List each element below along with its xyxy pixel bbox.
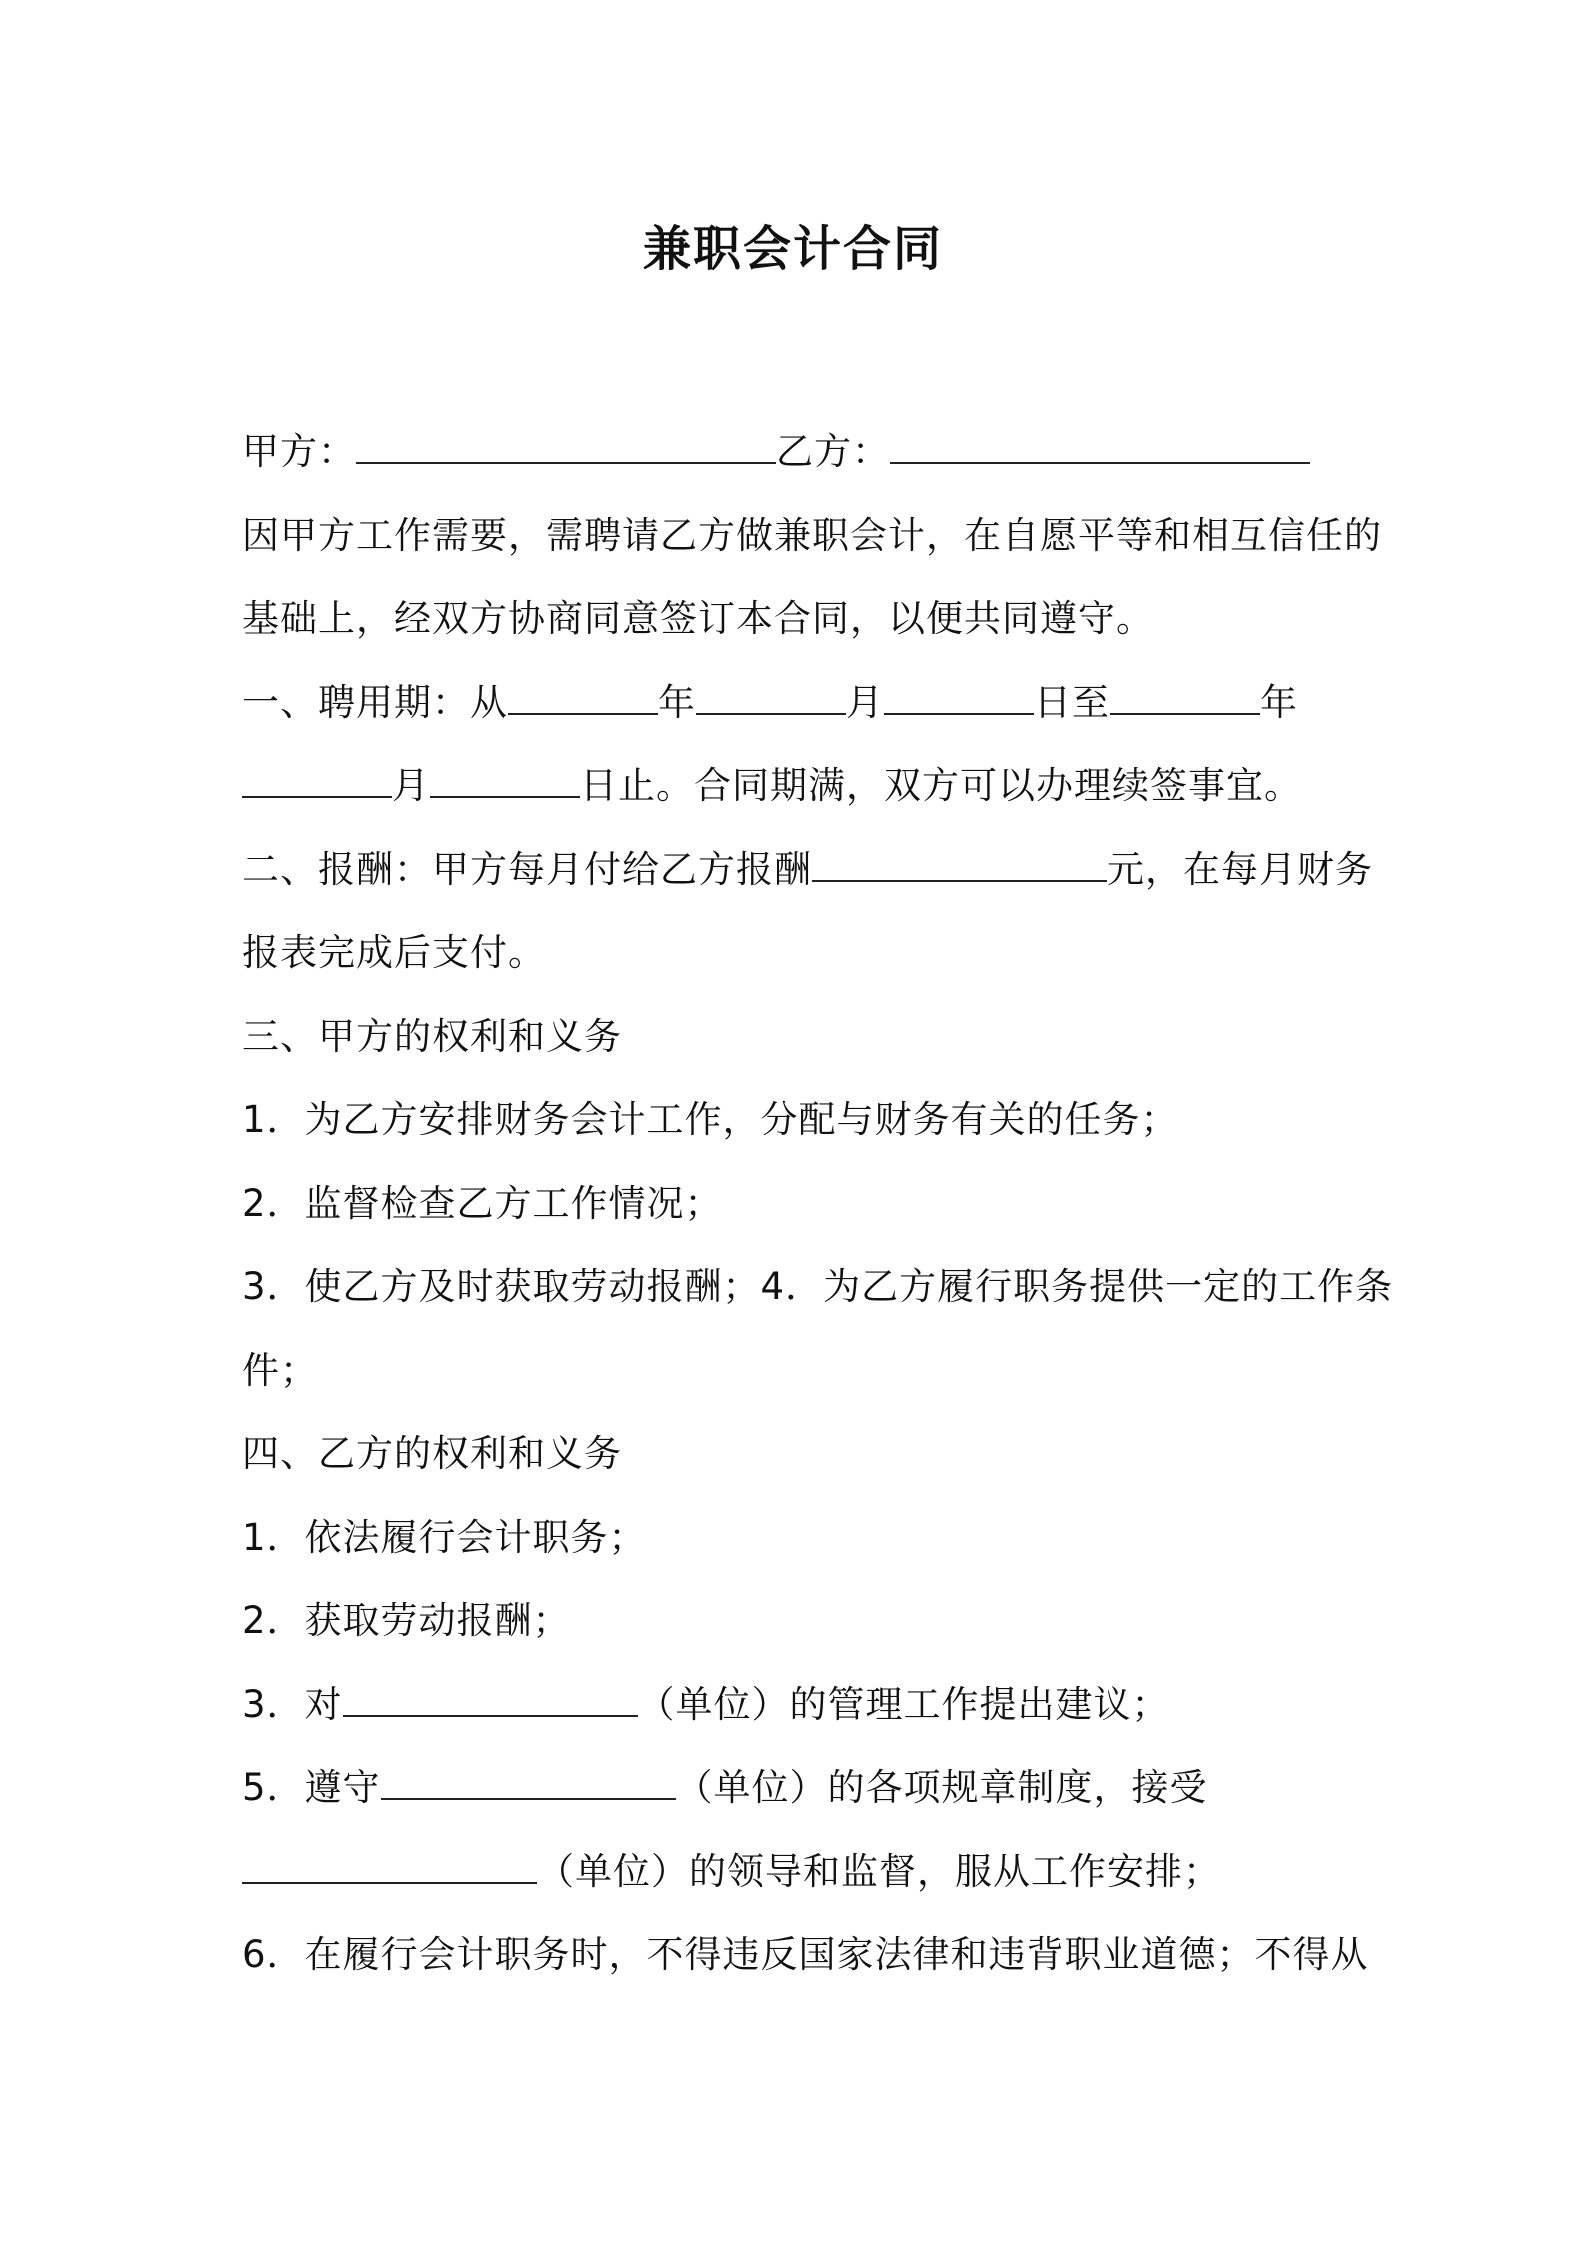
section-4-item-1: 1．依法履行会计职务；	[242, 1515, 647, 1559]
month-label: 月	[392, 764, 430, 807]
term-line-1	[242, 661, 1352, 745]
unit-blank-3[interactable]	[242, 1852, 537, 1884]
section-4-item-5-line-2	[242, 1830, 1352, 1914]
pay-suffix: 元，在每月财务	[1107, 847, 1373, 891]
section-4-heading: 四、乙方的权利和义务	[242, 1432, 622, 1475]
start-day-blank[interactable]	[884, 683, 1034, 715]
section-4-item-6-line-1: 6．在履行会计职务时，不得违反国家法律和违背职业道德；不得从	[242, 1933, 1369, 1976]
item-5-line-2-suffix: （单位）的领导和监督，服从工作安排；	[537, 1849, 1221, 1893]
term-prefix: 一、聘用期：从	[242, 680, 508, 724]
section-3-item-3-line-2: 件；	[242, 1348, 318, 1392]
item-5-suffix: （单位）的各项规章制度，接受	[675, 1766, 1208, 1809]
item-5-prefix: 5．遵守	[242, 1766, 381, 1809]
end-year-blank[interactable]	[1110, 683, 1260, 715]
party-b-label: 乙方：	[776, 430, 890, 473]
start-month-blank[interactable]	[696, 683, 846, 715]
item-3-suffix: （单位）的管理工作提出建议；	[637, 1682, 1170, 1726]
party-b-blank[interactable]	[890, 432, 1310, 464]
intro-line-2: 基础上，经双方协商同意签订本合同，以便共同遵守。	[242, 597, 1154, 640]
year-label: 年	[658, 680, 696, 724]
section-3-heading: 三、甲方的权利和义务	[242, 1014, 622, 1058]
unit-blank-1[interactable]	[343, 1685, 638, 1717]
year-label: 年	[1260, 680, 1298, 724]
section-3-item-2: 2．监督检查乙方工作情况；	[242, 1181, 723, 1225]
end-month-blank[interactable]	[242, 766, 392, 798]
month-label: 月	[846, 680, 884, 724]
pay-prefix: 二、报酬：甲方每月付给乙方报酬	[242, 847, 812, 891]
unit-blank-2[interactable]	[381, 1768, 676, 1800]
intro-line-1: 因甲方工作需要，需聘请乙方做兼职会计，在自愿平等和相互信任的	[242, 513, 1382, 557]
end-day-blank[interactable]	[430, 766, 580, 798]
section-4-item-2: 2．获取劳动报酬；	[242, 1599, 571, 1642]
start-year-blank[interactable]	[508, 683, 658, 715]
section-4-item-3	[242, 1663, 1352, 1747]
section-3-item-3-line-1: 3．使乙方及时获取劳动报酬；4．为乙方履行职务提供一定的工作条	[242, 1265, 1394, 1308]
section-4-item-5-line-1	[242, 1746, 1352, 1830]
item-3-prefix: 3．对	[242, 1682, 343, 1726]
day-end-label: 日止。合同期满，双方可以办理续签事宜。	[580, 764, 1302, 807]
party-a-label: 甲方：	[242, 430, 356, 473]
pay-line-2: 报表完成后支付。	[242, 931, 546, 974]
contract-body	[242, 410, 1394, 1997]
party-a-blank[interactable]	[356, 432, 776, 464]
section-3-item-1: 1．为乙方安排财务会计工作，分配与财务有关的任务；	[242, 1098, 1179, 1141]
parties-line	[242, 410, 1352, 494]
day-to-label: 日至	[1034, 680, 1110, 724]
term-line-2	[242, 744, 1352, 828]
pay-line-1	[242, 828, 1373, 912]
document-title: 兼职会计合同	[642, 221, 943, 277]
pay-amount-blank[interactable]	[812, 850, 1107, 882]
